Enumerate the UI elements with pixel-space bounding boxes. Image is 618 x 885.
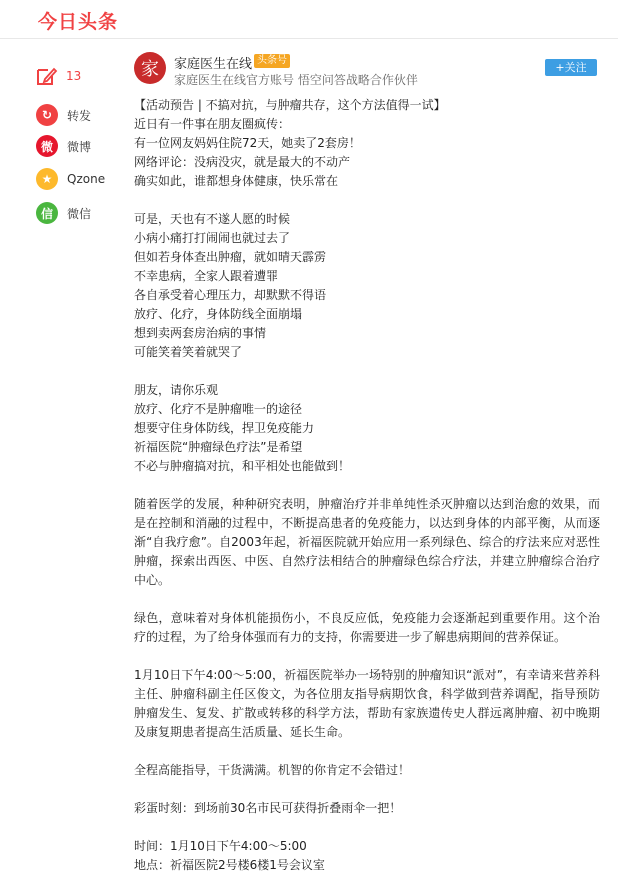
article-line: 可是，天也有不遂人愿的时候 <box>134 212 291 226</box>
article-line: 网络评论：没病没灾，就是最大的不动产 <box>134 155 351 169</box>
blank-line <box>134 191 600 210</box>
header-divider <box>0 38 618 39</box>
article-line: 祈福医院“肿瘤绿色疗法”是希望 <box>134 440 303 454</box>
article-line: 想要守住身体防线，捍卫免疫能力 <box>134 421 315 435</box>
article-line: 小病小痛打打闹闹也就过去了 <box>134 231 291 245</box>
event-place: 地点：祈福医院2号楼6楼1号会议室 <box>134 858 325 872</box>
article-line: 不必与肿瘤搞对抗，和平相处也能做到！ <box>134 459 351 473</box>
share-repost[interactable] <box>36 103 91 127</box>
article-line: 近日有一件事在朋友圈疯传： <box>134 117 291 131</box>
comment-edit-icon <box>36 66 58 86</box>
article-line: 想到卖两套房治病的事情 <box>134 326 267 340</box>
article-line: 放疗、化疗不是肿瘤唯一的途径 <box>134 402 303 416</box>
article-content <box>134 96 600 875</box>
event-time: 时间：1月10日下午4:00～5:00 <box>134 839 307 853</box>
share-wechat[interactable] <box>36 201 91 225</box>
article-paragraph: 绿色，意味着对身体机能损伤小，不良反应低，免疫能力会逐渐起到重要作用。这个治疗的过程，为了给身体强而有力的支持，你需要进一步了解患病期间的营养保证。 <box>134 611 600 644</box>
article-line: 朋友，请你乐观 <box>134 383 219 397</box>
article-intro-lines <box>134 96 600 476</box>
toutiao-logo[interactable]: 今日头条 <box>38 11 119 33</box>
qzone-star-icon: ★ <box>36 168 58 190</box>
article-line: 有一位网友妈妈住院72天，她卖了2套房！ <box>134 136 361 150</box>
blank-line <box>134 647 600 666</box>
article-line: 但如若身体查出肿瘤，就如晴天霹雳 <box>134 250 327 264</box>
article-line: 可能笑着笑着就哭了 <box>134 345 243 359</box>
share-qzone[interactable] <box>36 167 105 191</box>
blank-line <box>134 742 600 761</box>
article-line: 【活动预告 | 不搞对抗，与肿瘤共存，这个方法值得一试】 <box>134 98 446 112</box>
comment-button[interactable] <box>36 64 81 88</box>
article-line: 不幸患病，全家人跟着遭罪 <box>134 269 279 283</box>
toutiao-badge: 头条号 <box>254 54 290 68</box>
share-weibo[interactable] <box>36 134 91 158</box>
share-weibo-label: 微博 <box>67 139 92 154</box>
article-guide-line: 全程高能指导，干货满满。机智的你肯定不会错过！ <box>134 763 411 777</box>
author-description: 家庭医生在线官方账号 悟空问答战略合作伙伴 <box>174 73 418 87</box>
comment-count: 13 <box>66 69 82 83</box>
article-line: 各自承受着心理压力，却默默不得语 <box>134 288 327 302</box>
article-line: 确实如此，谁都想身体健康，快乐常在 <box>134 174 339 188</box>
follow-button[interactable]: +关注 <box>545 59 597 76</box>
blank-line <box>134 780 600 799</box>
blank-line <box>134 590 600 609</box>
article-line: 放疗、化疗，身体防线全面崩塌 <box>134 307 303 321</box>
top-bar <box>0 0 618 38</box>
article-paragraph: 1月10日下午4:00～5:00，祈福医院举办一场特别的肿瘤知识“派对”，有幸请来营养科主任、肿瘤科副主任区俊文，为各位朋友指导病期饮食，科学做到营养调配，指导预防肿瘤发生、复发、扩散或转移的科学方法，帮助有家族遗传史人群远离肿瘤、初中晚期及康复期患者提高生活质量、延长生命。 <box>134 668 600 739</box>
share-repost-label: 转发 <box>67 108 92 123</box>
blank-line <box>134 818 600 837</box>
article-paragraph: 随着医学的发展，种种研究表明，肿瘤治疗并非单纯性杀灭肿瘤以达到治愈的效果，而是在控制和消融的过程中，不断提高患者的免疫能力，以达到身体的内部平衡，从而逐渐“自我疗愈”。自2003年起，祈福医院就开始应用一系列绿色、综合的疗法来应对恶性肿瘤，探索出西医、中医、自然疗法相结合的肿瘤绿色综合疗法，并建立肿瘤综合治疗中心。 <box>134 497 600 587</box>
blank-line <box>134 476 600 495</box>
author-name[interactable]: 家庭医生在线 <box>174 57 253 72</box>
blank-line <box>134 362 600 381</box>
article-gift-line: 彩蛋时刻：到场前30名市民可获得折叠雨伞一把！ <box>134 801 402 815</box>
share-wechat-label: 微信 <box>67 206 92 221</box>
repost-icon: ↻ <box>36 104 58 126</box>
wechat-icon: 信 <box>36 202 58 224</box>
weibo-icon: 微 <box>36 135 58 157</box>
avatar[interactable]: 家 <box>134 52 166 84</box>
share-qzone-label: Qzone <box>67 172 106 186</box>
